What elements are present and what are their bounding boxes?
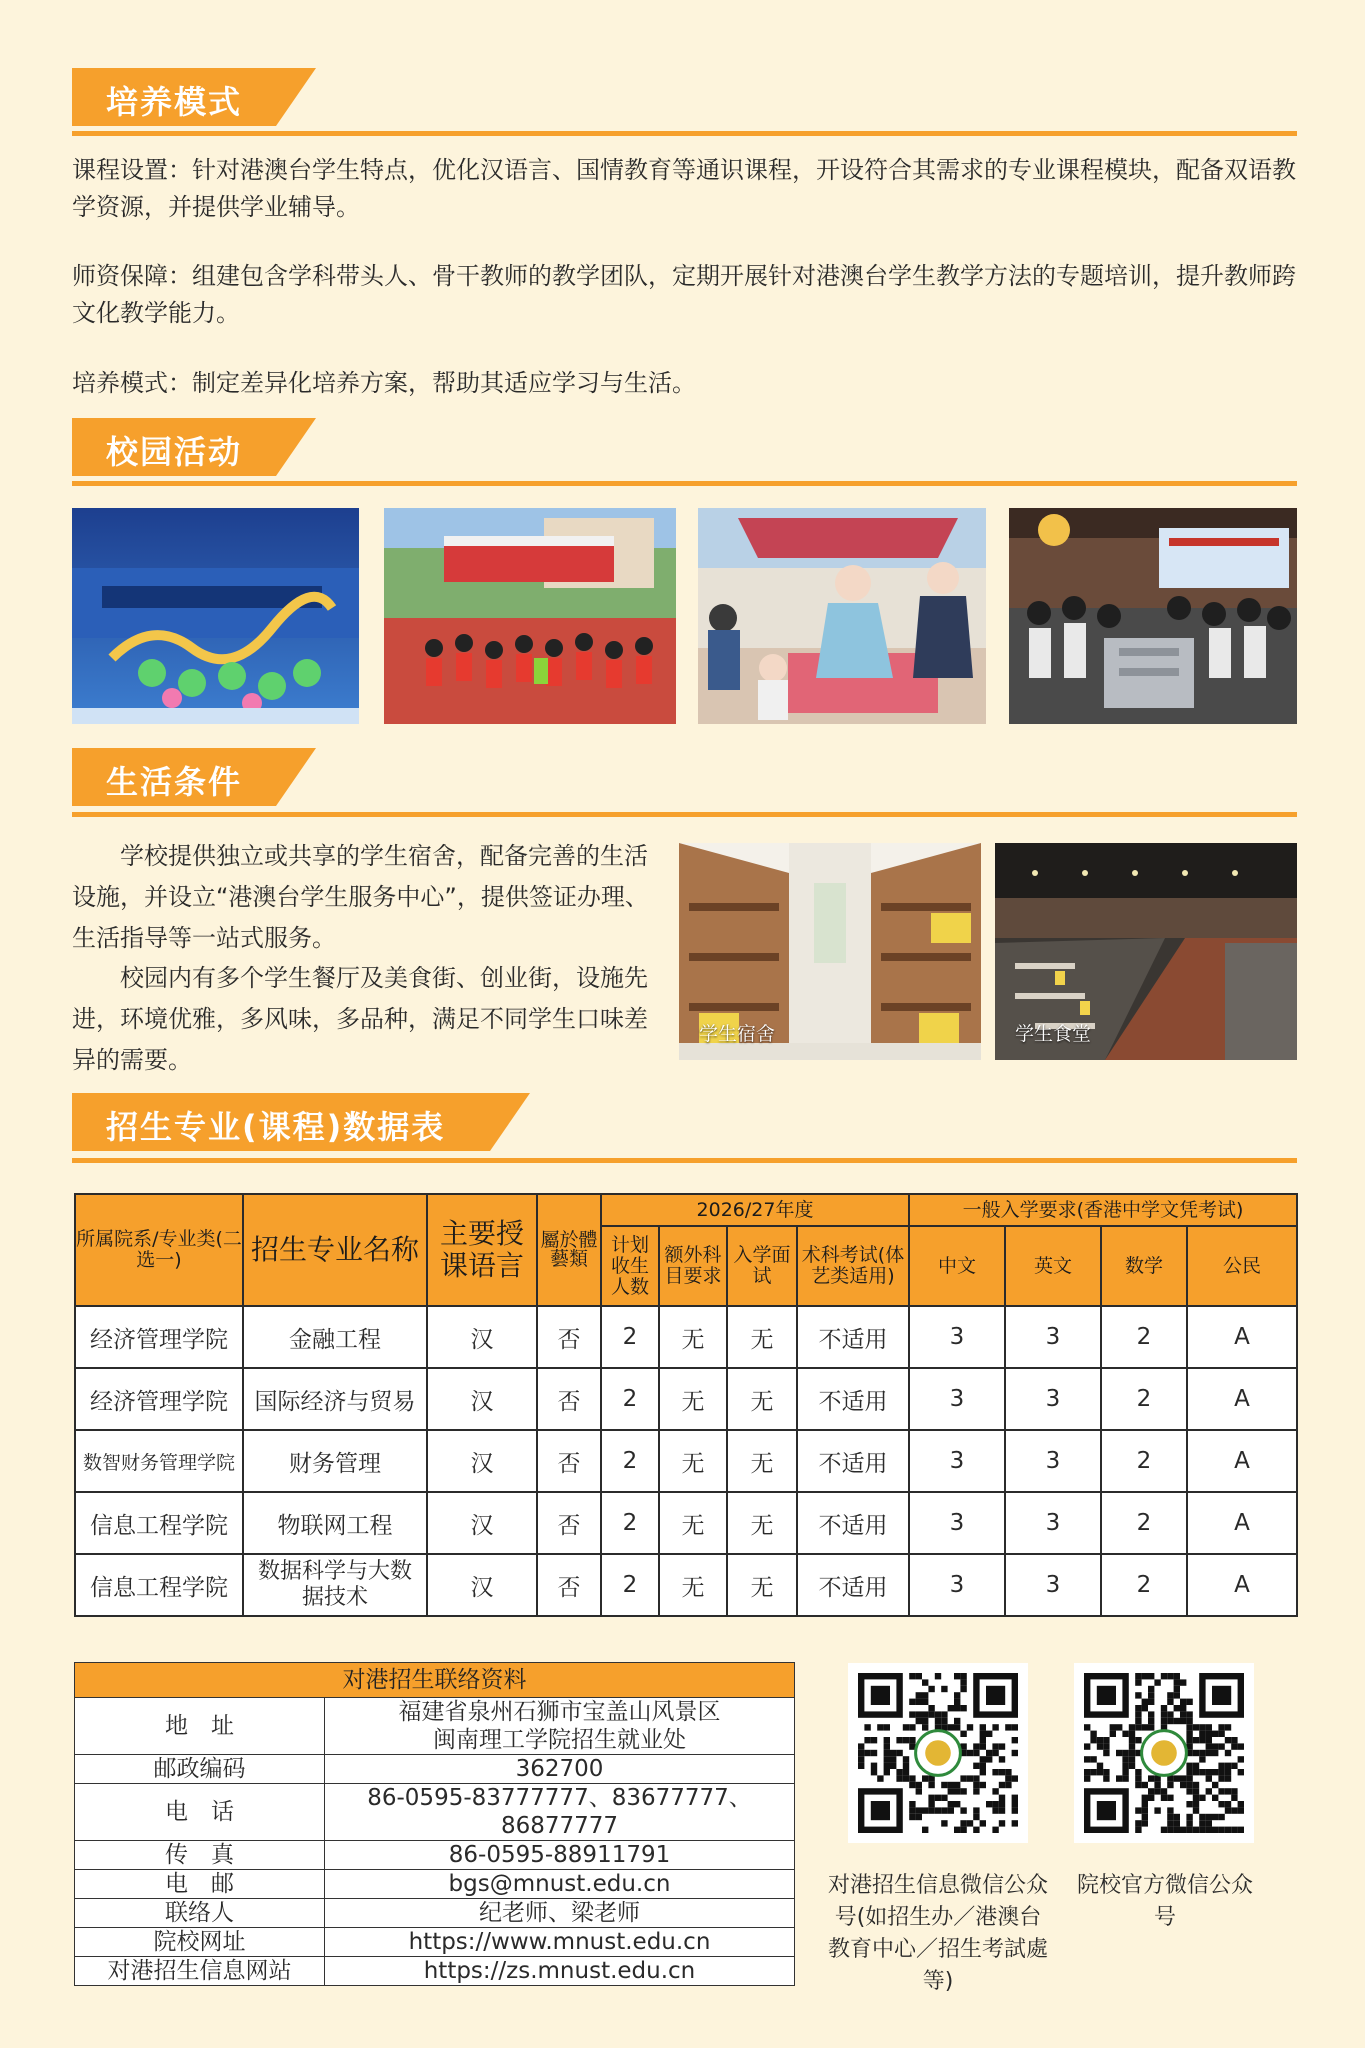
- contact-value-line: 86-0595-88911791: [448, 1842, 671, 1868]
- cell-chinese: 3: [909, 1430, 1005, 1492]
- section-header-campus: [72, 418, 312, 476]
- contact-label: 对港招生信息网站: [75, 1957, 325, 1986]
- contact-label: 院校网址: [75, 1928, 325, 1957]
- contact-row: [75, 1957, 795, 1986]
- photo-hanfu-stall: [698, 508, 986, 724]
- cell-math: 2: [1101, 1430, 1187, 1492]
- contact-value-line: 362700: [515, 1756, 604, 1782]
- contact-value: [325, 1784, 795, 1841]
- table-row: [75, 1492, 1297, 1554]
- cell-dept: 数智财务管理学院: [75, 1430, 243, 1492]
- cell-civic: A: [1187, 1306, 1297, 1368]
- photo-caption-dormitory: 学生宿舍: [699, 1023, 776, 1045]
- cell-skill: 不适用: [797, 1368, 909, 1430]
- cell-lang: 汉: [427, 1554, 537, 1616]
- section-header-training: [72, 68, 312, 126]
- training-paragraph-mode: 培养模式：制定差异化培养方案，帮助其适应学习与生活。: [72, 369, 696, 397]
- life-paragraph-dormitory: 学校提供独立或共享的学生宿舍，配备完善的生活设施，并设立“港澳台学生服务中心”，提供签证办理、生活指导等一站式服务。: [72, 842, 649, 952]
- cell-quota: 2: [601, 1492, 659, 1554]
- section-title: 校园活动: [106, 433, 243, 471]
- contact-row: [75, 1784, 795, 1841]
- photo-running-event: [384, 508, 676, 724]
- cell-extra: 无: [659, 1430, 727, 1492]
- qr-code-official[interactable]: [1074, 1663, 1254, 1843]
- cell-english: 3: [1005, 1306, 1101, 1368]
- photo-dragon-dance: [72, 508, 359, 724]
- training-paragraph-curriculum: 课程设置：针对港澳台学生特点，优化汉语言、国情教育等通识课程，开设符合其需求的专业课程模块，配备双语教学资源，并提供学业辅导。: [72, 156, 1296, 221]
- cell-quota: 2: [601, 1554, 659, 1616]
- admissions-table: [74, 1193, 1298, 1617]
- cell-quota: 2: [601, 1430, 659, 1492]
- cell-sports: 否: [537, 1368, 601, 1430]
- qr-code-recruitment[interactable]: [848, 1663, 1028, 1843]
- cell-skill: 不适用: [797, 1306, 909, 1368]
- section-title: 招生专业(课程)数据表: [106, 1108, 446, 1146]
- cell-interview: 无: [727, 1368, 797, 1430]
- cell-skill: 不适用: [797, 1554, 909, 1616]
- header-civic: 公民: [1187, 1226, 1297, 1306]
- cell-math: 2: [1101, 1554, 1187, 1616]
- contact-title: 对港招生联络资料: [75, 1663, 795, 1698]
- contact-value: [325, 1698, 795, 1755]
- contact-row: [75, 1928, 795, 1957]
- life-paragraph-dining: 校园内有多个学生餐厅及美食街、创业街，设施先进，环境优雅，多风味，多品种，满足不同学生口味差异的需要。: [72, 964, 648, 1074]
- cell-lang: 汉: [427, 1368, 537, 1430]
- cell-dept: 经济管理学院: [75, 1306, 243, 1368]
- contact-label: 联络人: [75, 1899, 325, 1928]
- contact-row: [75, 1841, 795, 1870]
- cell-lang: 汉: [427, 1306, 537, 1368]
- cell-sports: 否: [537, 1492, 601, 1554]
- header-sports-art: 屬於體藝類: [537, 1194, 601, 1306]
- cell-dept: 信息工程学院: [75, 1554, 243, 1616]
- cell-interview: 无: [727, 1306, 797, 1368]
- table-row: [75, 1368, 1297, 1430]
- contact-value-line: bgs@mnust.edu.cn: [448, 1871, 671, 1897]
- section-divider: [72, 131, 1297, 136]
- cell-chinese: 3: [909, 1368, 1005, 1430]
- cell-sports: 否: [537, 1554, 601, 1616]
- cell-sports: 否: [537, 1306, 601, 1368]
- contact-label: 电 话: [75, 1784, 325, 1841]
- photo-canteen: [995, 843, 1297, 1060]
- header-extra-subjects: 额外科目要求: [659, 1226, 727, 1306]
- cell-civic: A: [1187, 1554, 1297, 1616]
- cell-dept: 经济管理学院: [75, 1368, 243, 1430]
- photo-exhibition-hall: [1009, 508, 1297, 724]
- table-row: [75, 1430, 1297, 1492]
- header-language: 主要授课语言: [427, 1194, 537, 1306]
- cell-dept: 信息工程学院: [75, 1492, 243, 1554]
- contact-value-line: 闽南理工学院招生就业处: [433, 1727, 686, 1753]
- contact-row: [75, 1899, 795, 1928]
- section-divider: [72, 1158, 1297, 1163]
- cell-major: 财务管理: [243, 1430, 427, 1492]
- cell-civic: A: [1187, 1430, 1297, 1492]
- contact-row: [75, 1698, 795, 1755]
- cell-math: 2: [1101, 1368, 1187, 1430]
- contact-value-line: 福建省泉州石狮市宝盖山风景区: [398, 1699, 721, 1725]
- photo-dormitory: [679, 843, 981, 1060]
- section-title: 生活条件: [106, 763, 243, 801]
- cell-interview: 无: [727, 1492, 797, 1554]
- header-math: 数学: [1101, 1226, 1187, 1306]
- contact-value-line: https://www.mnust.edu.cn: [408, 1929, 711, 1955]
- cell-quota: 2: [601, 1306, 659, 1368]
- header-chinese: 中文: [909, 1226, 1005, 1306]
- header-skill-test: 术科考试(体艺类适用): [797, 1226, 909, 1306]
- section-header-table: [72, 1093, 532, 1151]
- cell-sports: 否: [537, 1430, 601, 1492]
- contact-value: [325, 1870, 795, 1899]
- contact-value: [325, 1899, 795, 1928]
- photo-caption-canteen: 学生食堂: [1015, 1023, 1092, 1045]
- qr-label-recruitment: 对港招生信息微信公众号(如招生办／港澳台教育中心／招生考試處等): [827, 1873, 1048, 1994]
- cell-math: 2: [1101, 1492, 1187, 1554]
- header-quota: 计划收生人数: [601, 1226, 659, 1306]
- cell-lang: 汉: [427, 1430, 537, 1492]
- contact-value: [325, 1928, 795, 1957]
- cell-interview: 无: [727, 1430, 797, 1492]
- cell-chinese: 3: [909, 1492, 1005, 1554]
- cell-civic: A: [1187, 1368, 1297, 1430]
- contact-row: [75, 1870, 795, 1899]
- header-year-group: 2026/27年度: [601, 1194, 909, 1226]
- header-major: 招生专业名称: [243, 1194, 427, 1306]
- section-header-life: [72, 748, 312, 806]
- table-row: [75, 1554, 1297, 1616]
- cell-chinese: 3: [909, 1554, 1005, 1616]
- header-dept: 所属院系/专业类(二选一): [75, 1194, 243, 1306]
- section-divider: [72, 812, 1297, 817]
- cell-extra: 无: [659, 1492, 727, 1554]
- cell-lang: 汉: [427, 1492, 537, 1554]
- cell-civic: A: [1187, 1492, 1297, 1554]
- cell-skill: 不适用: [797, 1492, 909, 1554]
- contact-value: [325, 1957, 795, 1986]
- cell-skill: 不适用: [797, 1430, 909, 1492]
- contact-label: 邮政编码: [75, 1755, 325, 1784]
- cell-english: 3: [1005, 1368, 1101, 1430]
- cell-english: 3: [1005, 1492, 1101, 1554]
- cell-extra: 无: [659, 1306, 727, 1368]
- section-title: 培养模式: [106, 83, 243, 121]
- cell-quota: 2: [601, 1368, 659, 1430]
- contact-table: [74, 1662, 795, 1986]
- contact-value-line: 86-0595-83777777、83677777、86877777: [367, 1785, 752, 1839]
- training-paragraph-faculty: 师资保障：组建包含学科带头人、骨干教师的教学团队，定期开展针对港澳台学生教学方法的专题培训，提升教师跨文化教学能力。: [72, 262, 1296, 327]
- section-divider: [72, 481, 1297, 486]
- contact-label: 传 真: [75, 1841, 325, 1870]
- cell-major: 国际经济与贸易: [243, 1368, 427, 1430]
- header-english: 英文: [1005, 1226, 1101, 1306]
- cell-extra: 无: [659, 1554, 727, 1616]
- cell-major: 物联网工程: [243, 1492, 427, 1554]
- cell-major: 金融工程: [243, 1306, 427, 1368]
- contact-value-line: 纪老师、梁老师: [479, 1900, 640, 1926]
- contact-value-line: https://zs.mnust.edu.cn: [423, 1958, 696, 1984]
- cell-english: 3: [1005, 1554, 1101, 1616]
- contact-label: 地 址: [75, 1698, 325, 1755]
- contact-row: [75, 1755, 795, 1784]
- cell-english: 3: [1005, 1430, 1101, 1492]
- header-interview: 入学面试: [727, 1226, 797, 1306]
- cell-chinese: 3: [909, 1306, 1005, 1368]
- header-requirements-group: 一般入学要求(香港中学文凭考试): [909, 1194, 1297, 1226]
- contact-label: 电 邮: [75, 1870, 325, 1899]
- cell-extra: 无: [659, 1368, 727, 1430]
- cell-interview: 无: [727, 1554, 797, 1616]
- contact-value: [325, 1755, 795, 1784]
- cell-major: 数据科学与大数据技术: [243, 1554, 427, 1616]
- contact-value: [325, 1841, 795, 1870]
- qr-label-official: 院校官方微信公众号: [1076, 1873, 1253, 1930]
- cell-math: 2: [1101, 1306, 1187, 1368]
- table-row: [75, 1306, 1297, 1368]
